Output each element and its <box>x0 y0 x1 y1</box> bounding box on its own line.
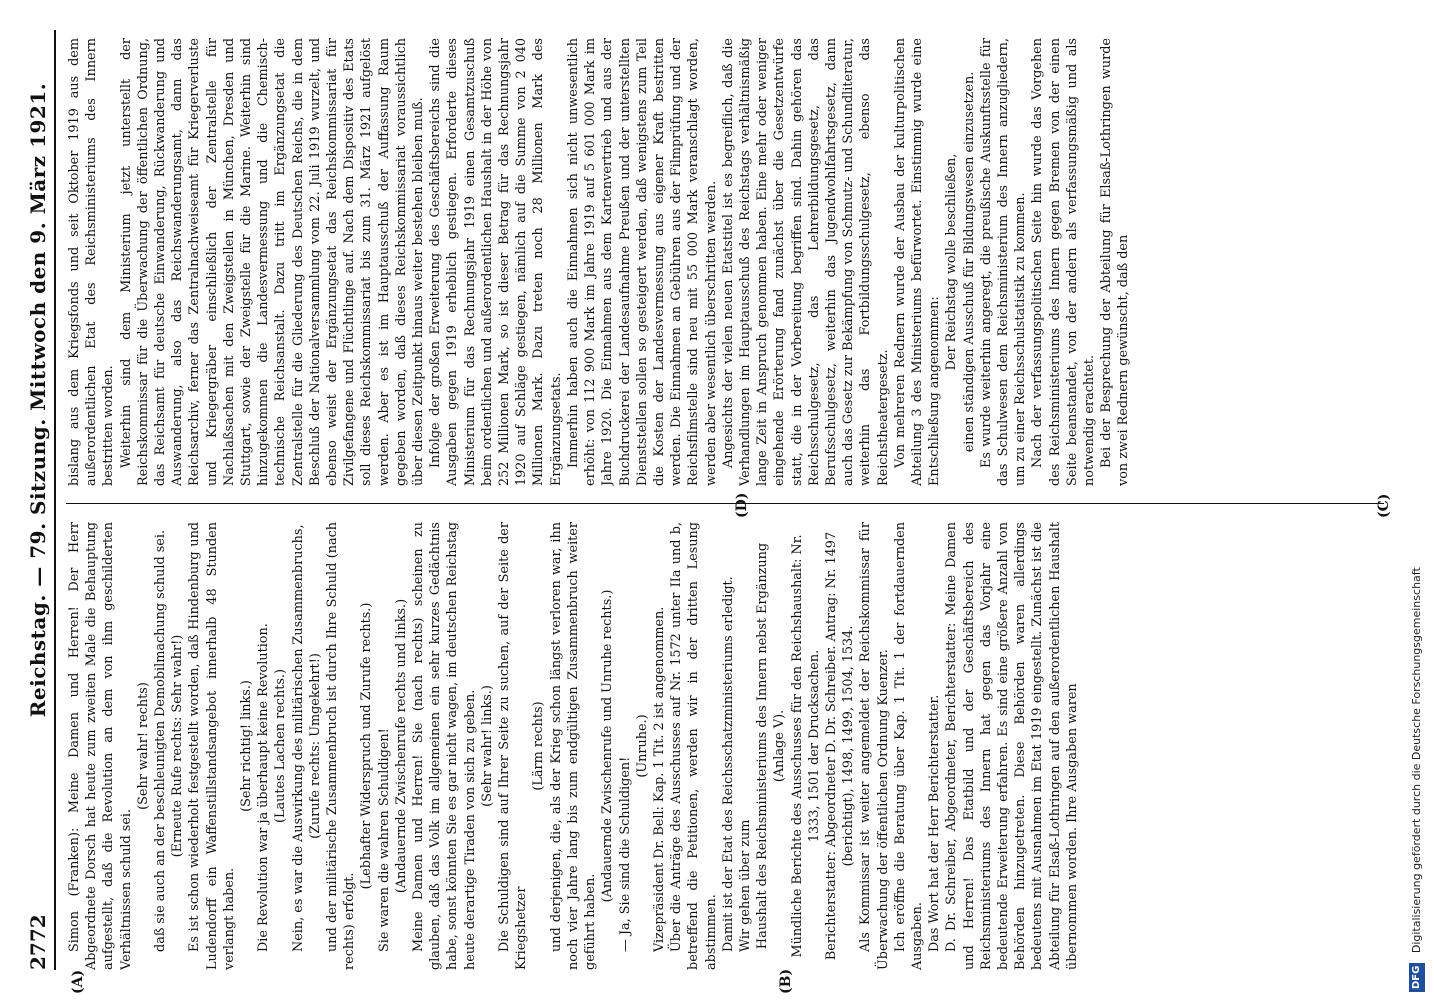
paragraph: Infolge der großen Erweiterung des Geschäftsbereichs sind die Ausgaben gegen 1919 erheblich gestiegen. Erforderte dieses Ministerium für das Rechnungsjahr 1919 einen Gesamtzuschuß beim ordentlichen und außerordentlichen Haushalt in der Höhe von 252 Millionen Mark, so ist dieser Betrag für das Rechnungsjahr 1920 auf Schläge gestiegen, nämlich auf die Summe von 2 040 Millionen Mark. Dazu treten noch 28 Millionen Mark des Ergänzungsetats. <box>428 38 564 486</box>
paragraph: Bei der Besprechung der Abteilung für Elsaß-Lothringen wurde von zwei Rednern gewünscht, daß den <box>1099 38 1132 486</box>
interjection: (Sehr richtig! links.) <box>239 680 255 812</box>
paragraph: und der militärische Zusammenbruch ist durch Ihre Schuld (nach rechts) erfolgt. <box>325 522 358 970</box>
interjection: (Erneute Rufe rechts: Sehr wahr!) <box>170 634 186 858</box>
digitization-credit <box>1404 0 1434 1000</box>
paragraph: Simon (Franken): Meine Damen und Herren! Der Herr Abgeordnete Dorsch hat heute zum zweiten Male die Behauptung aufgestellt, daß die Revolution an dem von ihm geschilderten Verhältnissen schuld sei. <box>67 522 134 970</box>
paragraph: Angesichts der vielen neuen Etatstitel ist es begreiflich, daß die Verhandlungen im Hauptausschuß des Reichstags verhältnismäßig lange Zeit in Anspruch genommen haben. Eine mehr oder weniger eingehende Erörterung fand zunächst über die Gesetzentwürfe statt, die in der Vorbereitung begriffen sind. Dahin gehören das Reichsschulgesetz, das Lehrerbildungsgesetz, das Berufsschulgesetz, weiterhin das Jugendwohlfahrtsgesetz, dann auch das Gesetz zur Bekämpfung von Schmutz- und Schundliteratur, weiterhin das Fortbildungsschulgesetz, ebenso das Reichstheatergesetz. <box>720 38 891 486</box>
paragraph: Es ist schon wiederholt festgestellt worden, daß Hindenburg und Ludendorff ein Waffenstillstandsangebot innerhalb 48 Stunden verlangt haben. <box>187 522 237 970</box>
paragraph: Über die Anträge des Ausschusses auf Nr. 1572 unter IIa und b, betreffend die Petitionen, werden wir in der dritten Lesung abstimmen. <box>669 522 719 970</box>
paragraph: Weiterhin sind dem Ministerium jetzt unterstellt der Reichskommissar für die Überwachung der öffentlichen Ordnung, das Reichsamt für deutsche Einwanderung, Rückwanderung und Auswanderung, also das Reichswanderungsamt, dann das Reichsarchiv, ferner das Zentralnachweiseamt für Kriegerverluste und Kriegergräber einschließlich der Zentralstelle für Nachlaßsachen mit den Zweigstellen in München, Dresden und Stuttgart, sowie der Zweigstelle für die Marine. Weiterhin sind hinzugekommen die Landesvermessung und die Chemisch-technische Reichsanstalt. Dazu tritt im Ergänzungsetat die Zentralstelle für die Gliederung des Deutschen Reichs, die in dem Beschluß der Nationalversammlung vom 22. Juli 1919 wurzelt, und ebenso weist der Ergänzungsetat das Reichskommissariat für Zivilgefangene und Flüchtlinge auf. Nach dem Dispositiv des Etats soll dieses Reichskommissariat bis zum 31. März 1921 aufgelöst werden. Aber es ist im Hauptausschuß der Auffassung Raum gegeben worden, daß dieses Reichskommissariat voraussichtlich über diesen Zeitpunkt hinaus weiter bestehen bleiben muß. <box>118 38 427 486</box>
left-column <box>66 522 1384 970</box>
paragraph: D. Dr. Schreiber, Abgeordneter, Berichterstatter: Meine Damen und Herren! Das Etatbild und der Geschäftsbereich des Reichsministeriums des Innern hat gegen das Vorjahr eine bedeutende Erweiterung erfahren. Es sind eine größere Anzahl von Behörden hinzugetreten. Diese Behörden waren allerdings bedeutens mit Ausnahmen im Etat 1919 eingestellt. Zunächst ist die Abteilung für Elsaß-Lothringen auf den außerordentlichen Haushalt übernommen worden. Ihre Ausgaben waren <box>944 522 1080 970</box>
margin-mark-b: (B) <box>778 968 794 994</box>
margin-mark-a: (A) <box>70 969 86 994</box>
dfg-logo: DFG <box>1409 963 1425 992</box>
paragraph: Nach der verfassungspolitischen Seite hin wurde das Vorgehen des Reichsministeriums des Innern gegen Bremen von der einen Seite beanstandet, von der andern als verfassungsmäßig und als notwendig erachtet. <box>1030 38 1097 486</box>
centered-line: einen ständigen Ausschuß für Bildungswesen einzusetzen. <box>961 71 977 453</box>
paragraph: Die Revolution war ja überhaupt keine Revolution. <box>256 623 272 952</box>
document-page <box>8 0 1408 1000</box>
interjection: (Andauernde Zwischenrufe und Unruhe rechts.) <box>600 589 616 903</box>
interjection: (Lärm rechts) <box>531 701 547 791</box>
interjection: (Andauernde Zwischenrufe rechts und links.) <box>393 598 409 894</box>
paragraph: Als Kommissar ist weiter angemeldet der Reichskommissar für Überwachung der öffentlichen Ordnung Kuenzer. <box>858 522 891 970</box>
page-number: 2772 <box>26 914 50 970</box>
page-title: Reichstag. — 79. Sitzung. Mittwoch den 9. März 1921. <box>26 82 50 718</box>
interjection: (Lebhafter Widerspruch und Zurufe rechts.) <box>359 602 375 890</box>
centered-line: Berichterstatter: Abgeordneter D. Dr. Schreiber. Antrag: Nr. 1497 (berichtigt), 1498, 1499, 1504, 1534. <box>823 531 857 961</box>
centered-line: Haushalt des Reichsministeriums des Innern nebst Ergänzung (Anlage V). <box>755 542 788 950</box>
paragraph: Das Wort hat der Herr Berichterstatter. <box>927 694 943 952</box>
paragraph: Immerhin haben auch die Einnahmen sich nicht unwesentlich erhöht: von 112 900 Mark im Jahre 1919 auf 5 601 000 Mark im Jahre 1920. Die Einnahmen aus dem Kartenvertrieb und aus der Buchdruckerei der Landesaufnahme Preußen und der unterstellten Dienststellen sollen so gesteigert werden, daß wenigstens zum Teil die Kosten der Landesvermessung aus eigener Kraft bestritten werden. Die Einnahmen an Gebühren aus der Filmprüfung und der Reichsfilmstelle sind neu mit 55 000 Mark veranschlagt worden, werden aber wesentlich überschritten werden. <box>565 38 719 486</box>
interjection: (Sehr wahr! rechts) <box>135 682 151 810</box>
paragraph: bislang aus dem Kriegsfonds und seit Oktober 1919 aus dem außerordentlichen Etat des Reichsministeriums des Innern bestritten worden. <box>67 38 117 486</box>
paragraph: und derjenigen, die, als der Krieg schon längst verloren war, ihn noch vier Jahre lang bis zum endgültigen Zusammenbruch weiter geführt haben. <box>548 522 599 970</box>
paragraph: Ich eröffne die Beratung über Kap. 1 Tit. 1 der fortdauernden Ausgaben. <box>892 522 925 970</box>
paragraph: Damit ist der Etat des Reichsschatzministeriums erledigt. <box>720 576 736 952</box>
centered-line: Der Reichstag wolle beschließen, <box>944 153 960 371</box>
paragraph: Sie waren die wahren Schuldigen! <box>376 728 392 952</box>
margin-mark-d: (D) <box>734 492 750 518</box>
centered-line: Mündliche Berichte des Ausschusses für den Reichshaushalt: Nr. 1333, 1501 der Drucksachen. <box>789 534 822 958</box>
paragraph: Wir gehen über zum <box>737 819 753 952</box>
column-divider <box>66 503 1384 504</box>
paragraph: Von mehreren Rednern wurde der Ausbau der kulturpolitischen Abteilung 3 des Ministeriums befürwortet. Einstimmig wurde eine Entschließung angenommen: <box>892 38 943 486</box>
interjection: (Unruhe.) <box>634 714 650 778</box>
paragraph: daß sie auch an der beschleunigten Demobilmachung schuld sei. <box>153 529 169 952</box>
paragraph: Es wurde weiterhin angeregt, die preußische Auskunftsstelle für das Schulwesen dem Reichsministerium des Innern anzugliedern, um zu einer Reichsschulstatistik zu kommen. <box>978 38 1029 486</box>
interjection: (Lautes Lachen rechts.) <box>273 669 289 824</box>
paragraph: Vizepräsident Dr. Bell: Kap. 1 Tit. 2 ist angenommen. <box>651 606 667 952</box>
right-column <box>66 38 1384 486</box>
paragraph: Die Schuldigen sind auf Ihrer Seite zu suchen, auf der Seite der Kriegshetzer <box>497 522 530 970</box>
paragraph: Meine Damen und Herren! Sie (nach rechts) scheinen zu glauben, daß das Volk im allgemeinen ein sehr kurzes Gedächtnis habe, sonst könnten Sie es gar nicht wagen, im deutschen Reichstag heute derartige Tiraden von sich zu geben. <box>411 522 478 970</box>
paragraph: — Ja, Sie sind die Schuldigen! <box>617 756 633 952</box>
interjection: (Sehr wahr! links.) <box>479 685 495 807</box>
credit-text: Digitalisierung gefördert durch die Deutsche Forschungsgemeinschaft <box>1410 567 1423 954</box>
running-head <box>22 30 56 970</box>
paragraph: Nein, es war die Auswirkung des militärischen Zusammenbruchs, <box>290 524 306 952</box>
interjection: (Zurufe rechts: Umgekehrt!) <box>307 653 323 839</box>
margin-mark-c: (C) <box>1376 493 1392 518</box>
